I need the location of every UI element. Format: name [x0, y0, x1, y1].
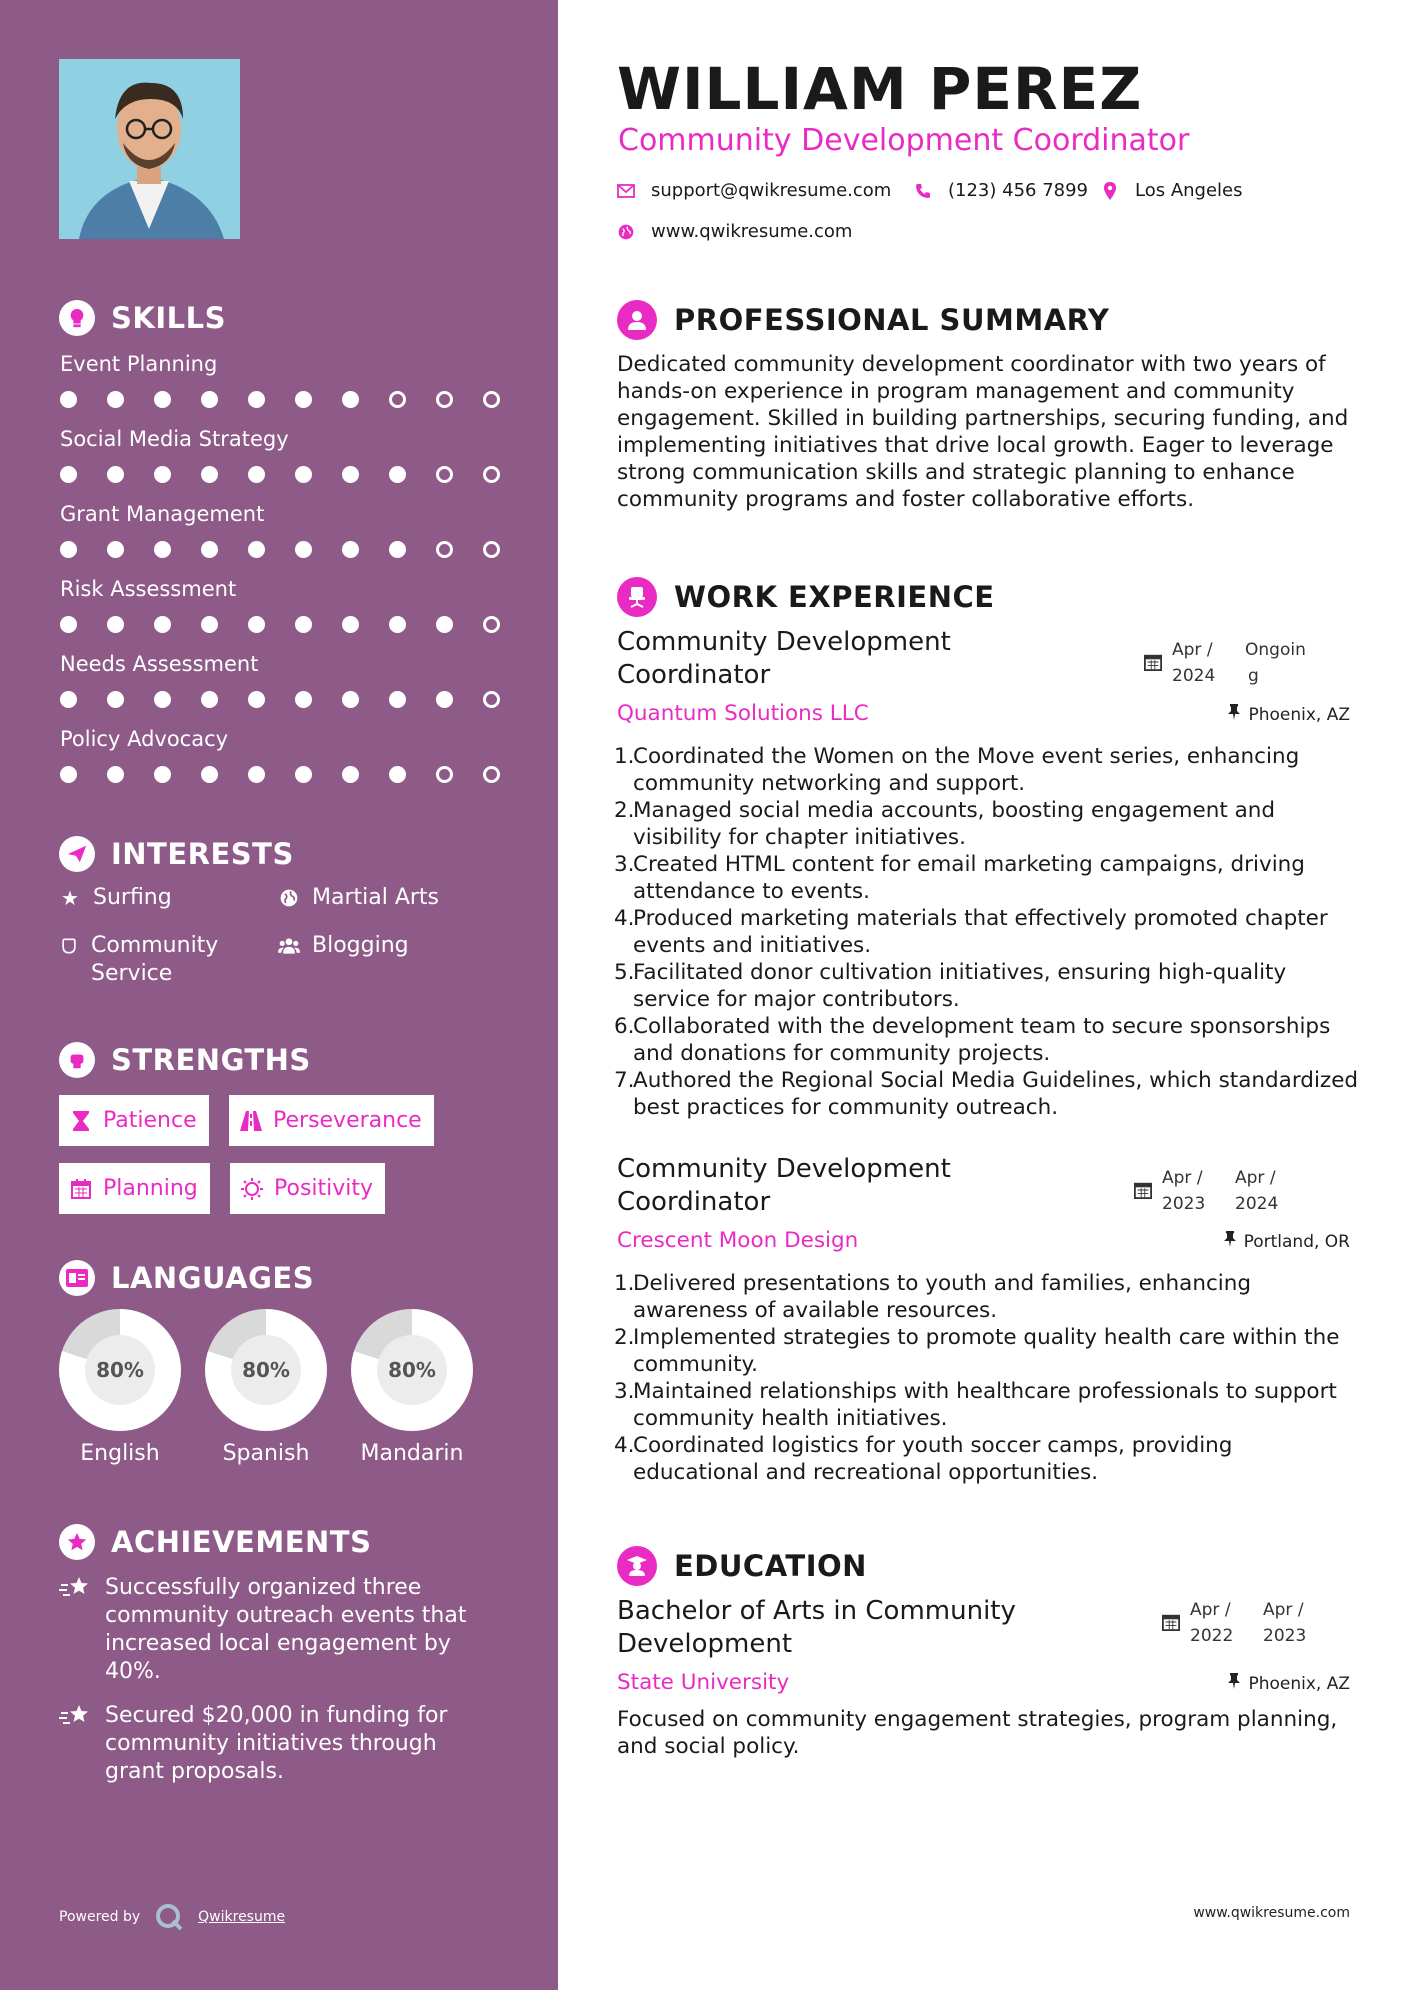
skill-rating [60, 766, 530, 783]
rating-dot-empty [436, 541, 453, 558]
job-title: Community Development Coordinator [617, 1154, 951, 1217]
rating-dot-filled [107, 391, 124, 408]
rating-dot-filled [248, 766, 265, 783]
degree-title: Bachelor of Arts in Community Development [617, 1596, 1016, 1659]
rating-dot-filled [107, 541, 124, 558]
rating-dot-filled [154, 616, 171, 633]
rating-dot-filled [436, 616, 453, 633]
rating-dot-filled [201, 691, 218, 708]
rating-dot-filled [389, 766, 406, 783]
rating-dot-filled [201, 766, 218, 783]
skills-heading: SKILLS [59, 300, 226, 336]
achievements-heading: ACHIEVEMENTS [59, 1524, 371, 1560]
job-bullets [614, 743, 1364, 1121]
company-name: Quantum Solutions LLC [617, 701, 869, 726]
rating-dot-filled [295, 616, 312, 633]
strengths-heading: STRENGTHS [59, 1042, 311, 1078]
rating-dot-filled [248, 466, 265, 483]
rating-dot-filled [436, 691, 453, 708]
interest-blogging: Blogging [278, 932, 409, 960]
phone-icon [914, 182, 932, 200]
job-bullet: 1. Coordinated the Women on the Move event series, enhancing community networking and support. [614, 744, 1300, 796]
rating-dot-filled [154, 691, 171, 708]
rating-dot-filled [295, 391, 312, 408]
interest-martial-arts: Martial Arts [278, 884, 439, 912]
footer-website[interactable]: www.qwikresume.com [1193, 1905, 1350, 1921]
skill-label: Grant Management [60, 502, 265, 526]
language-ring: 80% [351, 1309, 473, 1431]
job-bullet: 2. Managed social media accounts, boosting engagement and visibility for chapter initiatives. [614, 798, 1276, 850]
skill-rating [60, 466, 530, 483]
rating-dot-filled [295, 466, 312, 483]
rating-dot-empty [436, 391, 453, 408]
skill-rating [60, 691, 530, 708]
skill-label: Social Media Strategy [60, 427, 289, 451]
job-dates: Apr / 2024 Ongoin g [1144, 637, 1292, 689]
rating-dot-filled [154, 391, 171, 408]
shooting-star-icon [59, 1574, 93, 1602]
skill-label: Event Planning [60, 352, 218, 376]
envelope-icon [617, 182, 635, 200]
qwikresume-logo-icon [154, 1902, 184, 1932]
rating-dot-filled [201, 391, 218, 408]
paper-plane-icon [59, 836, 95, 872]
rating-dot-empty [483, 766, 500, 783]
rating-dot-filled [295, 691, 312, 708]
globe-icon [617, 223, 635, 241]
rating-dot-empty [483, 466, 500, 483]
candidate-name: WILLIAM PEREZ [617, 55, 1143, 123]
qwikresume-link[interactable]: Qwikresume [198, 1909, 286, 1925]
rating-dot-filled [154, 766, 171, 783]
interest-surfing: ★ Surfing [59, 884, 172, 912]
skill-rating [60, 391, 530, 408]
interest-community-service: Community Service [59, 932, 259, 988]
pushpin-icon [1228, 1673, 1240, 1694]
rating-dot-filled [60, 691, 77, 708]
calendar-icon [1162, 1613, 1180, 1631]
fist-icon [59, 1042, 95, 1078]
rating-dot-filled [342, 466, 359, 483]
rating-dot-filled [389, 616, 406, 633]
company-name: Crescent Moon Design [617, 1228, 859, 1253]
language-ring: 80% [205, 1309, 327, 1431]
education-text: Focused on community engagement strategies, program planning, and social policy. [617, 1707, 1338, 1759]
job-location: Phoenix, AZ [1228, 704, 1350, 725]
contact-location: Los Angeles [1101, 180, 1243, 201]
job-location: Portland, OR [1224, 1231, 1350, 1252]
job-bullet: 7. Authored the Regional Social Media Guidelines, which standardized best practices for community outreach. [614, 1068, 1359, 1120]
office-chair-icon [617, 577, 657, 617]
rating-dot-filled [107, 766, 124, 783]
user-icon [617, 300, 657, 340]
hand-icon [59, 935, 79, 957]
graduate-icon [617, 1546, 657, 1586]
rating-dot-empty [436, 766, 453, 783]
rating-dot-empty [483, 691, 500, 708]
map-marker-icon [1101, 182, 1119, 200]
achievement-item: Successfully organized three community outreach events that increased local engagement by 40%. [59, 1574, 499, 1686]
rating-dot-filled [342, 766, 359, 783]
job-bullet: 6. Collaborated with the development team to secure sponsorships and donations for community projects. [614, 1014, 1331, 1066]
strength-patience: Patience [59, 1095, 209, 1146]
strength-positivity: Positivity [230, 1163, 385, 1214]
sidebar [0, 0, 558, 1990]
school-name: State University [617, 1670, 790, 1695]
rating-dot-filled [295, 541, 312, 558]
rating-dot-filled [342, 391, 359, 408]
job-bullet: 4. Produced marketing materials that effectively promoted chapter events and initiatives. [614, 906, 1328, 958]
strength-planning: Planning [59, 1163, 210, 1214]
rating-dot-filled [342, 541, 359, 558]
rating-dot-filled [154, 466, 171, 483]
shooting-star-icon [59, 1702, 93, 1730]
rating-dot-empty [483, 541, 500, 558]
contact-website[interactable]: www.qwikresume.com [617, 221, 852, 242]
job-bullet: 1. Delivered presentations to youth and families, enhancing awareness of available resources. [614, 1271, 1252, 1323]
rating-dot-filled [107, 616, 124, 633]
sun-icon [240, 1177, 264, 1201]
pushpin-icon [1224, 1231, 1236, 1252]
rating-dot-filled [201, 616, 218, 633]
rating-dot-filled [107, 466, 124, 483]
rating-dot-filled [248, 541, 265, 558]
education-heading: EDUCATION [617, 1546, 867, 1586]
job-bullet: 4. Coordinated logistics for youth soccer camps, providing educational and recreational opportunities. [614, 1433, 1233, 1485]
powered-by: Powered by Qwikresume [59, 1902, 285, 1932]
calendar-icon [1134, 1181, 1152, 1199]
rating-dot-filled [60, 541, 77, 558]
contact-email[interactable]: support@qwikresume.com [617, 180, 891, 201]
job-dates: Apr / 2023 Apr / 2024 [1134, 1165, 1282, 1217]
rating-dot-filled [342, 616, 359, 633]
rating-dot-empty [483, 391, 500, 408]
education-dates: Apr / 2022 Apr / 2023 [1162, 1597, 1310, 1649]
profile-photo [59, 59, 240, 239]
interests-heading: INTERESTS [59, 836, 294, 872]
lightbulb-icon [59, 300, 95, 336]
rating-dot-filled [201, 466, 218, 483]
rating-dot-filled [60, 766, 77, 783]
rating-dot-empty [483, 616, 500, 633]
rating-dot-filled [248, 391, 265, 408]
language-ring: 80% [59, 1309, 181, 1431]
job-bullet: 3. Maintained relationships with healthcare professionals to support community health initiatives. [614, 1379, 1337, 1431]
summary-heading: PROFESSIONAL SUMMARY [617, 300, 1109, 340]
rating-dot-filled [248, 616, 265, 633]
skill-label: Policy Advocacy [60, 727, 229, 751]
job-bullets [614, 1270, 1364, 1486]
language-mandarin: 80% Mandarin [351, 1309, 473, 1466]
rating-dot-filled [60, 391, 77, 408]
achievement-item: Secured $20,000 in funding for community initiatives through grant proposals. [59, 1702, 499, 1786]
calendar-icon [69, 1177, 93, 1201]
id-card-icon [59, 1260, 95, 1296]
skill-label: Needs Assessment [60, 652, 259, 676]
candidate-title: Community Development Coordinator [618, 123, 1190, 158]
users-icon [278, 935, 300, 957]
rating-dot-filled [107, 691, 124, 708]
skill-rating [60, 616, 530, 633]
language-spanish: 80% Spanish [205, 1309, 327, 1466]
rating-dot-empty [436, 466, 453, 483]
globe-icon [278, 887, 300, 909]
languages-heading: LANGUAGES [59, 1260, 314, 1296]
rating-dot-filled [389, 466, 406, 483]
pushpin-icon [1228, 704, 1240, 725]
job-bullet: 3. Created HTML content for email marketing campaigns, driving attendance to events. [614, 852, 1305, 904]
rating-dot-filled [389, 541, 406, 558]
experience-heading: WORK EXPERIENCE [617, 577, 995, 617]
rating-dot-filled [342, 691, 359, 708]
rating-dot-filled [154, 541, 171, 558]
skill-rating [60, 541, 530, 558]
calendar-icon [1144, 653, 1162, 671]
skill-label: Risk Assessment [60, 577, 237, 601]
rating-dot-filled [389, 691, 406, 708]
job-bullet: 5. Facilitated donor cultivation initiatives, ensuring high-quality service for major contributors. [614, 960, 1287, 1012]
education-location: Phoenix, AZ [1228, 1673, 1350, 1694]
contact-phone[interactable]: (123) 456 7899 [914, 180, 1088, 201]
rating-dot-filled [248, 691, 265, 708]
main-content [558, 0, 1407, 1990]
star-icon: ★ [61, 886, 79, 910]
rating-dot-filled [295, 766, 312, 783]
hourglass-icon [69, 1109, 93, 1133]
rating-dot-filled [201, 541, 218, 558]
language-english: 80% English [59, 1309, 181, 1466]
rating-dot-filled [60, 466, 77, 483]
rating-dot-empty [389, 391, 406, 408]
star-badge-icon [59, 1524, 95, 1560]
summary-text: Dedicated community development coordinator with two years of hands-on experience in program management and community engagement. Skilled in building partnerships, securing funding, and implementing initiatives that drive local growth. Eager to leverage strong communication skills and strategic planning to enhance community programs and foster collaborative efforts. [617, 352, 1349, 512]
rating-dot-filled [60, 616, 77, 633]
job-bullet: 2. Implemented strategies to promote quality health care within the community. [614, 1325, 1340, 1377]
job-title: Community Development Coordinator [617, 627, 951, 690]
road-icon [239, 1109, 263, 1133]
strength-perseverance: Perseverance [229, 1095, 434, 1146]
